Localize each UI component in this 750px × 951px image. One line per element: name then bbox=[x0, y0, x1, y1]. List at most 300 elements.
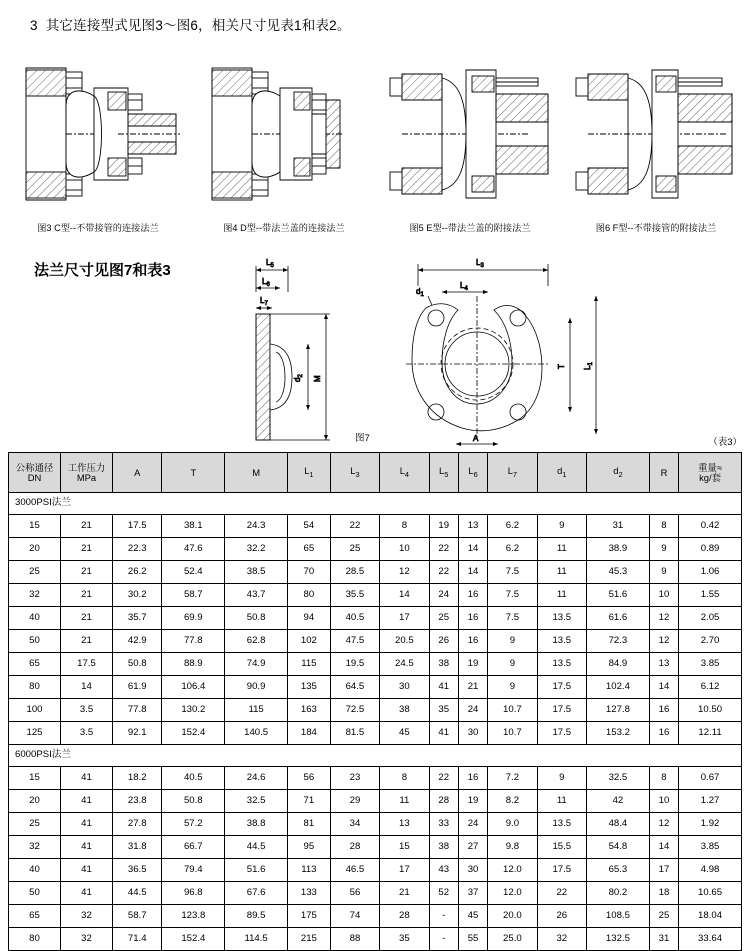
cell-m: 50.8 bbox=[225, 607, 288, 630]
cell-d2: 32.5 bbox=[587, 767, 650, 790]
cell-d1: 26 bbox=[537, 905, 586, 928]
cell-l7: 6.2 bbox=[488, 515, 537, 538]
cell-weight: 3.85 bbox=[679, 836, 742, 859]
cell-dn: 15 bbox=[9, 767, 61, 790]
figure-3-caption: 图3 C型--不带接管的连接法兰 bbox=[37, 223, 159, 233]
cell-l3: 28.5 bbox=[330, 561, 379, 584]
cell-l4: 45 bbox=[380, 722, 429, 745]
cell-l7: 9 bbox=[488, 676, 537, 699]
cell-weight: 1.27 bbox=[679, 790, 742, 813]
cell-l3: 74 bbox=[330, 905, 379, 928]
cell-a: 71.4 bbox=[113, 928, 162, 951]
cell-l7: 25.0 bbox=[488, 928, 537, 951]
cell-m: 90.9 bbox=[225, 676, 288, 699]
cell-r: 25 bbox=[649, 905, 678, 928]
table-row bbox=[9, 538, 742, 561]
cell-l7: 6.2 bbox=[488, 538, 537, 561]
cell-l3: 81.5 bbox=[330, 722, 379, 745]
cell-l5: - bbox=[429, 928, 458, 951]
svg-text:d2: $d_2$ bbox=[293, 374, 304, 382]
th-m: M bbox=[225, 453, 288, 493]
cell-m: 62.8 bbox=[225, 630, 288, 653]
cell-m: 67.6 bbox=[225, 882, 288, 905]
cell-dn: 65 bbox=[9, 653, 61, 676]
cell-d1: 11 bbox=[537, 790, 586, 813]
table-row bbox=[9, 630, 742, 653]
cell-weight: 3.85 bbox=[679, 653, 742, 676]
cell-d2: 132.5 bbox=[587, 928, 650, 951]
figure-6-drawing bbox=[566, 48, 746, 218]
th-mpa: 工作压力 MPa bbox=[61, 453, 113, 493]
cell-m: 51.6 bbox=[225, 859, 288, 882]
cell-l1: 71 bbox=[288, 790, 331, 813]
svg-text:L7: $L_7$ bbox=[260, 296, 268, 307]
cell-l6: 21 bbox=[458, 676, 487, 699]
cell-mpa: 3.5 bbox=[61, 722, 113, 745]
cell-t: 88.9 bbox=[162, 653, 225, 676]
cell-dn: 80 bbox=[9, 676, 61, 699]
th-dn: 公称通径 DN bbox=[9, 453, 61, 493]
cell-l6: 14 bbox=[458, 538, 487, 561]
cell-l7: 8.2 bbox=[488, 790, 537, 813]
th-t: T bbox=[162, 453, 225, 493]
cell-d2: 153.2 bbox=[587, 722, 650, 745]
cell-dn: 40 bbox=[9, 607, 61, 630]
cell-r: 16 bbox=[649, 699, 678, 722]
cell-d1: 22 bbox=[537, 882, 586, 905]
cell-l3: 56 bbox=[330, 882, 379, 905]
cell-l1: 175 bbox=[288, 905, 331, 928]
cell-dn: 50 bbox=[9, 882, 61, 905]
cell-l6: 13 bbox=[458, 515, 487, 538]
figure-5 bbox=[380, 48, 560, 233]
cell-l7: 12.0 bbox=[488, 859, 537, 882]
cell-d2: 45.3 bbox=[587, 561, 650, 584]
table-row bbox=[9, 676, 742, 699]
cell-mpa: 21 bbox=[61, 515, 113, 538]
cell-l5: 22 bbox=[429, 561, 458, 584]
table-row bbox=[9, 653, 742, 676]
cell-weight: 10.65 bbox=[679, 882, 742, 905]
cell-l7: 7.5 bbox=[488, 584, 537, 607]
figure-5-drawing bbox=[380, 48, 560, 218]
group-row-3000psi bbox=[9, 493, 742, 515]
th-l7: $L_7$ bbox=[488, 453, 537, 493]
table-row bbox=[9, 836, 742, 859]
cell-l5: 33 bbox=[429, 813, 458, 836]
cell-l5: 28 bbox=[429, 790, 458, 813]
cell-a: 58.7 bbox=[113, 905, 162, 928]
cell-l3: 23 bbox=[330, 767, 379, 790]
cell-l3: 72.5 bbox=[330, 699, 379, 722]
cell-l4: 17 bbox=[380, 607, 429, 630]
cell-l3: 88 bbox=[330, 928, 379, 951]
cell-t: 152.4 bbox=[162, 722, 225, 745]
cell-weight: 0.89 bbox=[679, 538, 742, 561]
cell-l4: 15 bbox=[380, 836, 429, 859]
cell-l1: 94 bbox=[288, 607, 331, 630]
cell-dn: 125 bbox=[9, 722, 61, 745]
cell-d2: 38.9 bbox=[587, 538, 650, 561]
cell-l4: 14 bbox=[380, 584, 429, 607]
cell-l6: 55 bbox=[458, 928, 487, 951]
table-row bbox=[9, 561, 742, 584]
cell-dn: 100 bbox=[9, 699, 61, 722]
cell-mpa: 41 bbox=[61, 767, 113, 790]
cell-l6: 19 bbox=[458, 653, 487, 676]
cell-l5: 35 bbox=[429, 699, 458, 722]
cell-d2: 72.3 bbox=[587, 630, 650, 653]
cell-r: 8 bbox=[649, 515, 678, 538]
cell-mpa: 41 bbox=[61, 836, 113, 859]
cell-dn: 80 bbox=[9, 928, 61, 951]
cell-l4: 17 bbox=[380, 859, 429, 882]
cell-d1: 15.5 bbox=[537, 836, 586, 859]
cell-r: 12 bbox=[649, 630, 678, 653]
cell-l3: 29 bbox=[330, 790, 379, 813]
cell-l3: 25 bbox=[330, 538, 379, 561]
cell-dn: 40 bbox=[9, 859, 61, 882]
cell-l6: 37 bbox=[458, 882, 487, 905]
cell-d2: 54.8 bbox=[587, 836, 650, 859]
cell-r: 13 bbox=[649, 653, 678, 676]
table-note: （表3） bbox=[708, 437, 742, 448]
cell-d1: 17.5 bbox=[537, 722, 586, 745]
cell-l4: 8 bbox=[380, 515, 429, 538]
cell-t: 152.4 bbox=[162, 928, 225, 951]
cell-dn: 20 bbox=[9, 790, 61, 813]
table-row bbox=[9, 882, 742, 905]
cell-t: 38.1 bbox=[162, 515, 225, 538]
cell-l3: 64.5 bbox=[330, 676, 379, 699]
cell-l1: 81 bbox=[288, 813, 331, 836]
cell-l1: 80 bbox=[288, 584, 331, 607]
cell-r: 8 bbox=[649, 767, 678, 790]
cell-m: 74.9 bbox=[225, 653, 288, 676]
cell-l4: 28 bbox=[380, 905, 429, 928]
figure-3 bbox=[8, 48, 188, 233]
cell-a: 27.8 bbox=[113, 813, 162, 836]
cell-mpa: 41 bbox=[61, 813, 113, 836]
cell-l6: 16 bbox=[458, 607, 487, 630]
cell-m: 32.2 bbox=[225, 538, 288, 561]
cell-l5: 41 bbox=[429, 676, 458, 699]
table-row bbox=[9, 699, 742, 722]
cell-l7: 10.7 bbox=[488, 699, 537, 722]
cell-l7: 9 bbox=[488, 653, 537, 676]
cell-l1: 115 bbox=[288, 653, 331, 676]
cell-t: 40.5 bbox=[162, 767, 225, 790]
svg-text:T: T bbox=[557, 364, 566, 369]
table-row bbox=[9, 515, 742, 538]
cell-d1: 11 bbox=[537, 561, 586, 584]
cell-l5: 38 bbox=[429, 836, 458, 859]
page-heading bbox=[30, 14, 351, 34]
cell-dn: 20 bbox=[9, 538, 61, 561]
cell-weight: 12.11 bbox=[679, 722, 742, 745]
cell-dn: 65 bbox=[9, 905, 61, 928]
cell-a: 35.7 bbox=[113, 607, 162, 630]
cell-l1: 70 bbox=[288, 561, 331, 584]
cell-d1: 11 bbox=[537, 538, 586, 561]
cell-l5: 24 bbox=[429, 584, 458, 607]
cell-weight: 2.70 bbox=[679, 630, 742, 653]
cell-d1: 13.5 bbox=[537, 607, 586, 630]
svg-text:d1: $d_1$ bbox=[416, 287, 424, 298]
cell-a: 23.8 bbox=[113, 790, 162, 813]
cell-weight: 0.67 bbox=[679, 767, 742, 790]
cell-weight: 1.55 bbox=[679, 584, 742, 607]
cell-l6: 45 bbox=[458, 905, 487, 928]
cell-d1: 17.5 bbox=[537, 699, 586, 722]
th-a: A bbox=[113, 453, 162, 493]
heading-text: 其它连接型式见图3～图6，相关尺寸见表1和表2。 bbox=[45, 18, 351, 33]
cell-d1: 9 bbox=[537, 767, 586, 790]
cell-l7: 7.5 bbox=[488, 607, 537, 630]
cell-mpa: 32 bbox=[61, 928, 113, 951]
cell-dn: 50 bbox=[9, 630, 61, 653]
cell-l3: 35.5 bbox=[330, 584, 379, 607]
cell-d1: 17.5 bbox=[537, 859, 586, 882]
table-row bbox=[9, 607, 742, 630]
th-l6: $L_6$ bbox=[458, 453, 487, 493]
cell-m: 24.6 bbox=[225, 767, 288, 790]
cell-t: 50.8 bbox=[162, 790, 225, 813]
cell-mpa: 21 bbox=[61, 630, 113, 653]
figure-6-caption: 图6 F型--不带接管的附接法兰 bbox=[595, 223, 717, 233]
cell-a: 31.8 bbox=[113, 836, 162, 859]
cell-l6: 24 bbox=[458, 813, 487, 836]
cell-m: 24.3 bbox=[225, 515, 288, 538]
cell-t: 130.2 bbox=[162, 699, 225, 722]
cell-t: 77.8 bbox=[162, 630, 225, 653]
cell-a: 36.5 bbox=[113, 859, 162, 882]
flange-detail-svg bbox=[230, 252, 630, 452]
cell-l7: 7.2 bbox=[488, 767, 537, 790]
cell-dn: 15 bbox=[9, 515, 61, 538]
cell-l1: 54 bbox=[288, 515, 331, 538]
cell-t: 47.6 bbox=[162, 538, 225, 561]
cell-m: 115 bbox=[225, 699, 288, 722]
table-row bbox=[9, 790, 742, 813]
cell-d1: 13.5 bbox=[537, 630, 586, 653]
cell-l1: 56 bbox=[288, 767, 331, 790]
cell-l1: 95 bbox=[288, 836, 331, 859]
cell-t: 79.4 bbox=[162, 859, 225, 882]
cell-weight: 4.98 bbox=[679, 859, 742, 882]
cell-d1: 13.5 bbox=[537, 653, 586, 676]
svg-text:L4: $L_4$ bbox=[460, 281, 468, 292]
cell-a: 18.2 bbox=[113, 767, 162, 790]
cell-r: 16 bbox=[649, 722, 678, 745]
table-row bbox=[9, 767, 742, 790]
figure-6 bbox=[566, 48, 746, 233]
cell-l3: 34 bbox=[330, 813, 379, 836]
flange-detail-drawing bbox=[230, 252, 630, 452]
cell-mpa: 21 bbox=[61, 584, 113, 607]
table-head bbox=[9, 453, 742, 493]
cell-l7: 10.7 bbox=[488, 722, 537, 745]
cell-l6: 19 bbox=[458, 790, 487, 813]
table-row bbox=[9, 584, 742, 607]
cell-d2: 65.3 bbox=[587, 859, 650, 882]
cell-l1: 184 bbox=[288, 722, 331, 745]
cell-l4: 10 bbox=[380, 538, 429, 561]
cell-l1: 215 bbox=[288, 928, 331, 951]
cell-l4: 11 bbox=[380, 790, 429, 813]
group-label: 6000PSI法兰 bbox=[9, 745, 742, 767]
cell-mpa: 41 bbox=[61, 882, 113, 905]
cell-l4: 38 bbox=[380, 699, 429, 722]
figure-row bbox=[8, 48, 746, 238]
cell-l5: 22 bbox=[429, 767, 458, 790]
cell-t: 66.7 bbox=[162, 836, 225, 859]
cell-dn: 32 bbox=[9, 836, 61, 859]
cell-l1: 133 bbox=[288, 882, 331, 905]
cell-l6: 16 bbox=[458, 630, 487, 653]
svg-text:L3: $L_3$ bbox=[476, 258, 484, 269]
cell-l1: 113 bbox=[288, 859, 331, 882]
th-l3: $L_3$ bbox=[330, 453, 379, 493]
heading-number: 3 bbox=[30, 18, 38, 33]
cell-mpa: 3.5 bbox=[61, 699, 113, 722]
cell-m: 114.5 bbox=[225, 928, 288, 951]
cell-r: 14 bbox=[649, 676, 678, 699]
cell-mpa: 17.5 bbox=[61, 653, 113, 676]
cell-r: 18 bbox=[649, 882, 678, 905]
cell-a: 42.9 bbox=[113, 630, 162, 653]
cell-l4: 13 bbox=[380, 813, 429, 836]
cell-weight: 6.12 bbox=[679, 676, 742, 699]
cell-mpa: 32 bbox=[61, 905, 113, 928]
cell-mpa: 21 bbox=[61, 607, 113, 630]
cell-l7: 20.0 bbox=[488, 905, 537, 928]
cell-t: 57.2 bbox=[162, 813, 225, 836]
cell-a: 92.1 bbox=[113, 722, 162, 745]
cell-l6: 14 bbox=[458, 561, 487, 584]
cell-weight: 1.92 bbox=[679, 813, 742, 836]
svg-text:M: M bbox=[313, 375, 322, 382]
cell-d2: 48.4 bbox=[587, 813, 650, 836]
th-r: R bbox=[649, 453, 678, 493]
group-row-6000psi bbox=[9, 745, 742, 767]
cell-a: 17.5 bbox=[113, 515, 162, 538]
cell-l7: 12.0 bbox=[488, 882, 537, 905]
cell-mpa: 41 bbox=[61, 790, 113, 813]
cell-l1: 135 bbox=[288, 676, 331, 699]
cell-l7: 9.0 bbox=[488, 813, 537, 836]
cell-l3: 40.5 bbox=[330, 607, 379, 630]
cell-weight: 0.42 bbox=[679, 515, 742, 538]
figure-4 bbox=[194, 48, 374, 233]
cell-l4: 12 bbox=[380, 561, 429, 584]
cell-l1: 102 bbox=[288, 630, 331, 653]
cell-l1: 65 bbox=[288, 538, 331, 561]
cell-l6: 27 bbox=[458, 836, 487, 859]
cell-m: 38.5 bbox=[225, 561, 288, 584]
svg-text:L6: $L_6$ bbox=[262, 277, 270, 288]
cell-mpa: 21 bbox=[61, 538, 113, 561]
cell-l4: 21 bbox=[380, 882, 429, 905]
cell-l3: 19.5 bbox=[330, 653, 379, 676]
cell-t: 123.8 bbox=[162, 905, 225, 928]
cell-r: 12 bbox=[649, 813, 678, 836]
group-label: 3000PSI法兰 bbox=[9, 493, 742, 515]
cell-l5: 25 bbox=[429, 607, 458, 630]
cell-d1: 11 bbox=[537, 584, 586, 607]
cell-dn: 25 bbox=[9, 813, 61, 836]
cell-l1: 163 bbox=[288, 699, 331, 722]
cell-l3: 22 bbox=[330, 515, 379, 538]
cell-t: 69.9 bbox=[162, 607, 225, 630]
cell-d2: 108.5 bbox=[587, 905, 650, 928]
table-row bbox=[9, 859, 742, 882]
figure-4-caption: 图4 D型--带法兰盖的连接法兰 bbox=[223, 223, 345, 233]
th-d2: $d_2$ bbox=[587, 453, 650, 493]
cell-mpa: 21 bbox=[61, 561, 113, 584]
cell-l5: 38 bbox=[429, 653, 458, 676]
cell-t: 58.7 bbox=[162, 584, 225, 607]
cell-l4: 8 bbox=[380, 767, 429, 790]
figure-3-drawing bbox=[8, 48, 188, 218]
cell-weight: 18.04 bbox=[679, 905, 742, 928]
cell-m: 89.5 bbox=[225, 905, 288, 928]
cell-mpa: 41 bbox=[61, 859, 113, 882]
table-header-row bbox=[9, 453, 742, 493]
table-row bbox=[9, 928, 742, 951]
svg-text:A: A bbox=[473, 434, 479, 443]
cell-l6: 30 bbox=[458, 859, 487, 882]
cell-l6: 30 bbox=[458, 722, 487, 745]
cell-a: 61.9 bbox=[113, 676, 162, 699]
cell-r: 9 bbox=[649, 561, 678, 584]
cell-r: 9 bbox=[649, 538, 678, 561]
th-weight: 重量≈ kg/套 bbox=[679, 453, 742, 493]
cell-a: 77.8 bbox=[113, 699, 162, 722]
cell-m: 44.5 bbox=[225, 836, 288, 859]
figure-5-caption: 图5 E型--带法兰盖的附接法兰 bbox=[409, 223, 531, 233]
cell-l7: 9 bbox=[488, 630, 537, 653]
cell-d2: 42 bbox=[587, 790, 650, 813]
cell-r: 14 bbox=[649, 836, 678, 859]
cell-r: 10 bbox=[649, 584, 678, 607]
th-l5: $L_5$ bbox=[429, 453, 458, 493]
th-d1: $d_1$ bbox=[537, 453, 586, 493]
cell-r: 31 bbox=[649, 928, 678, 951]
cell-l5: 26 bbox=[429, 630, 458, 653]
cell-l5: 43 bbox=[429, 859, 458, 882]
cell-d2: 84.9 bbox=[587, 653, 650, 676]
cell-d2: 127.8 bbox=[587, 699, 650, 722]
cell-a: 26.2 bbox=[113, 561, 162, 584]
cell-l4: 20.5 bbox=[380, 630, 429, 653]
svg-text:L1: $L_1$ bbox=[583, 362, 594, 370]
table-row bbox=[9, 722, 742, 745]
cell-l3: 47.5 bbox=[330, 630, 379, 653]
figure-7-label: 图7 bbox=[355, 433, 370, 444]
cell-t: 52.4 bbox=[162, 561, 225, 584]
cell-l5: 52 bbox=[429, 882, 458, 905]
cell-l6: 16 bbox=[458, 584, 487, 607]
cell-weight: 10.50 bbox=[679, 699, 742, 722]
section-subheading: 法兰尺寸见图7和表3 bbox=[34, 262, 171, 279]
cell-weight: 2.05 bbox=[679, 607, 742, 630]
cell-a: 30.2 bbox=[113, 584, 162, 607]
cell-weight: 1.06 bbox=[679, 561, 742, 584]
th-l4: $L_4$ bbox=[380, 453, 429, 493]
cell-d1: 17.5 bbox=[537, 676, 586, 699]
cell-dn: 32 bbox=[9, 584, 61, 607]
